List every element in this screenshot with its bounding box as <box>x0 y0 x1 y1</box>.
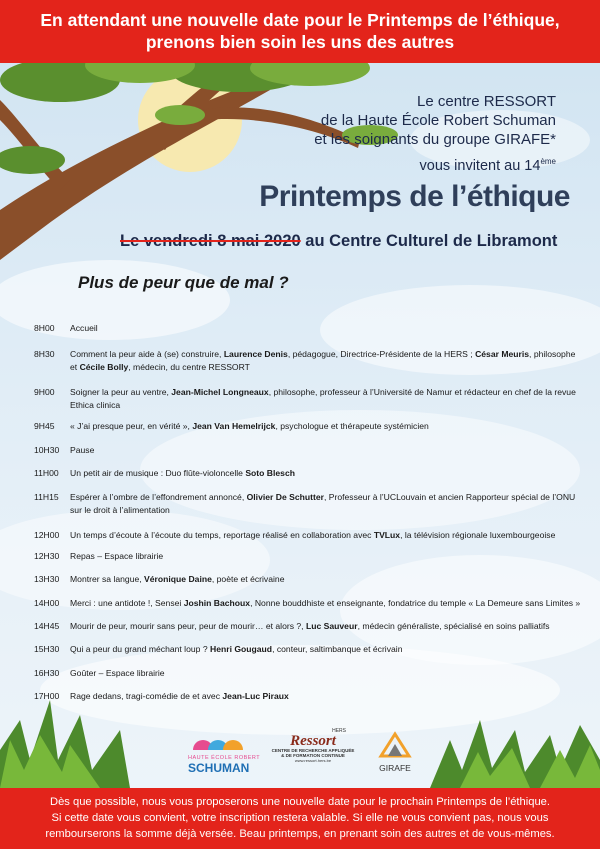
program-time: 12H30 <box>34 551 60 561</box>
program-text: , Professeur à l’UCLouvain et ancien Rapporteur spécial de l’ONU sur le droit à l’alimentation <box>70 492 576 515</box>
program-text: Un temps d’écoute à l’écoute du temps, reportage réalisé en collaboration avec <box>70 530 374 540</box>
program-row <box>34 467 584 480</box>
logos-row <box>0 722 600 782</box>
program-time: 8H30 <box>34 349 55 359</box>
program-text: , psychologue et thérapeute systémicien <box>275 421 429 431</box>
invite-text: vous invitent au 14 <box>419 157 541 174</box>
program-text: , poète et écrivaine <box>211 574 285 584</box>
invite-superscript: ème <box>540 157 556 166</box>
event-date-line <box>120 232 557 251</box>
program-description <box>70 667 584 680</box>
program-time: 16H30 <box>34 668 60 678</box>
program-text: , conteur, saltimbanque et écrivain <box>272 644 403 654</box>
speaker-name: Laurence Denis <box>223 349 288 359</box>
program-row <box>34 573 584 586</box>
event-location: au Centre Culturel de Libramont <box>300 232 558 250</box>
inviter-line1: Le centre RESSORT <box>417 93 556 110</box>
ressort-small: HERS <box>332 728 346 734</box>
program-row <box>34 690 584 703</box>
program-row <box>34 386 584 411</box>
program-text: Merci : une antidote !, Sensei <box>70 598 184 608</box>
program-row <box>34 529 584 542</box>
ressort-url: www.ressort.hers.be <box>294 758 332 763</box>
program-time: 10H30 <box>34 445 60 455</box>
program-text: Qui a peur du grand méchant loup ? <box>70 644 210 654</box>
inviter-line2: de la Haute École Robert Schuman <box>320 112 556 129</box>
bottom-banner-line2: Si cette date vous convient, votre inscription restera valable. Si elle ne vous convient pas, nous vous <box>51 812 549 824</box>
speaker-name: César Meuris <box>475 349 530 359</box>
program-description <box>70 386 584 411</box>
ressort-main: Ressort <box>290 733 336 749</box>
event-title: Printemps de l’éthique <box>259 180 570 213</box>
program-text: , médecin, du centre RESSORT <box>128 361 250 372</box>
ressort-sub2: & DE FORMATION CONTINUE <box>281 753 345 758</box>
program-row <box>34 643 584 656</box>
program-row <box>34 348 584 373</box>
inviter-block <box>314 92 556 149</box>
program-text: , philosophe, professeur à l’Université de Namur et rédacteur en chef de la revue Ethica clinica <box>70 387 576 410</box>
program-time: 15H30 <box>34 644 60 654</box>
program-description <box>70 643 584 656</box>
program-row <box>34 620 584 633</box>
program-time: 14H45 <box>34 621 60 631</box>
program-text: , Nonne bouddhiste et enseignante, fondatrice du temple « La Demeure sans Limites » <box>250 598 581 608</box>
program-time: 17H00 <box>34 691 60 701</box>
program-text: « J’ai presque peur, en vérité », <box>70 421 193 431</box>
program-row <box>34 597 584 610</box>
program-text: Repas – Espace librairie <box>70 551 164 561</box>
program-time: 11H15 <box>34 492 59 502</box>
program-description <box>70 597 584 610</box>
program-text: Comment la peur aide à (se) construire, <box>70 349 224 359</box>
program-row <box>34 444 584 457</box>
program-text: , philosophe et <box>70 349 576 372</box>
hers-logo-top: HAUTE ÉCOLE ROBERT <box>188 755 261 761</box>
program-time: 9H45 <box>34 421 55 431</box>
speaker-name: Véronique Daine <box>144 574 212 584</box>
program-text: Pause <box>70 445 95 455</box>
speaker-name: Joshin Bachoux <box>183 598 251 608</box>
speaker-name: Jean-Luc Piraux <box>222 691 289 701</box>
speaker-name: TVLux <box>373 530 401 540</box>
program-row <box>34 550 584 563</box>
program-time: 11H00 <box>34 468 59 478</box>
program-time: 8H00 <box>34 323 55 333</box>
program-description <box>70 444 584 457</box>
top-banner <box>0 0 600 63</box>
speaker-name: Cécile Bolly <box>79 361 129 372</box>
program-text: Soigner la peur au ventre, <box>70 387 172 397</box>
bottom-banner <box>0 788 600 849</box>
program-description <box>70 322 584 335</box>
program-text: , la télévision régionale luxembourgeoise <box>400 530 556 540</box>
speaker-name: Luc Sauveur <box>305 621 358 631</box>
hers-logo-main: SCHUMAN <box>188 761 250 775</box>
program-time: 12H00 <box>34 530 60 540</box>
program-description <box>70 420 584 433</box>
speaker-name: Henri Gougaud <box>209 644 273 654</box>
top-banner-line2: prenons bien soin les uns des autres <box>145 32 455 52</box>
inviter-line3: et les soignants du groupe GIRAFE* <box>314 131 556 148</box>
event-subtitle: Plus de peur que de mal ? <box>78 273 289 292</box>
speaker-name: Olivier De Schutter <box>246 492 324 502</box>
program-text: , médecin généraliste, spécialisé en soins palliatifs <box>357 621 550 631</box>
program-text: Espérer à l’ombre de l’effondrement annoncé, <box>70 492 247 502</box>
struck-date: Le vendredi 8 mai 2020 <box>120 232 301 250</box>
ressort-logo <box>268 728 358 776</box>
top-banner-line1: En attendant une nouvelle date pour le Printemps de l’éthique, <box>40 10 560 30</box>
program-time: 9H00 <box>34 387 55 397</box>
program-text: Un petit air de musique : Duo flûte-violoncelle <box>70 468 246 478</box>
program-text: Goûter – Espace librairie <box>70 668 165 678</box>
girafe-label: GIRAFE <box>379 763 411 773</box>
program-description <box>70 573 584 586</box>
program-description <box>70 550 584 563</box>
speaker-name: Jean Van Hemelrijck <box>192 421 276 431</box>
bottom-banner-line3: rembourserons la somme déjà versée. Beau printemps, en prenant soin des autres et de vous-mêmes. <box>45 828 555 840</box>
program-text: Mourir de peur, mourir sans peur, peur de mourir… et alors ?, <box>70 621 306 631</box>
program-row <box>34 667 584 680</box>
invite-line <box>420 157 556 174</box>
program-description <box>70 529 584 542</box>
program-row <box>34 420 584 433</box>
speaker-name: Jean-Michel Longneaux <box>171 387 269 397</box>
program-description <box>70 348 584 373</box>
program-description <box>70 620 584 633</box>
program-time: 14H00 <box>34 598 60 608</box>
program-text: , pédagogue, Directrice-Présidente de la HERS ; <box>287 349 476 359</box>
program-text: Accueil <box>70 323 98 333</box>
speaker-name: Soto Blesch <box>245 468 295 478</box>
program-text: Montrer sa langue, <box>70 574 145 584</box>
bottom-banner-line1: Dès que possible, nous vous proposerons une nouvelle date pour le prochain Printemps de l’éthique. <box>49 796 551 808</box>
program-description <box>70 690 584 703</box>
program-row <box>34 491 584 516</box>
program-row <box>34 322 584 335</box>
program-description <box>70 467 584 480</box>
girafe-logo <box>375 730 415 776</box>
girafe-shape-icon <box>378 730 412 758</box>
ressort-sub1: CENTRE DE RECHERCHE APPLIQUÉE <box>271 748 355 753</box>
program-description <box>70 491 584 516</box>
program-time: 13H30 <box>34 574 60 584</box>
hers-arc-icon <box>188 732 248 750</box>
program-text: Rage dedans, tragi-comédie de et avec <box>70 691 223 701</box>
